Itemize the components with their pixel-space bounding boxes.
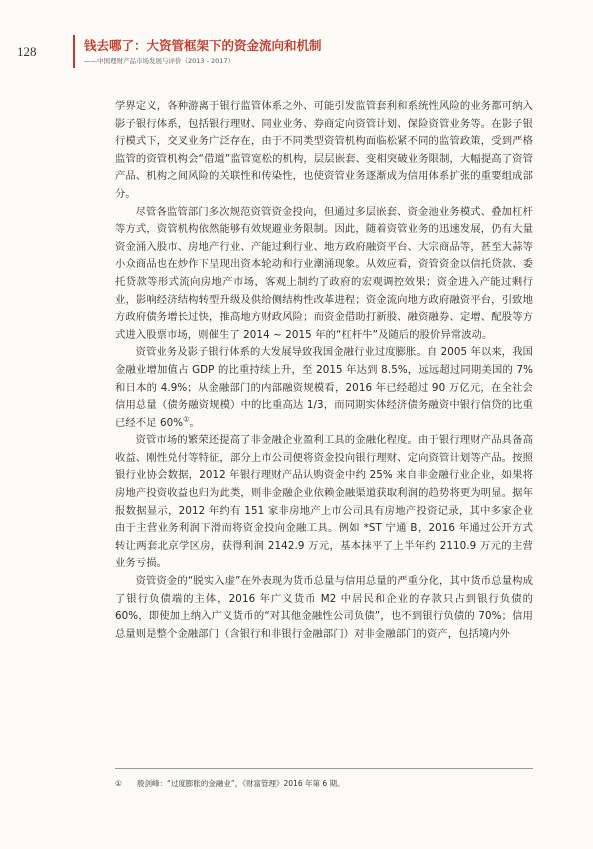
page-number: 128 [17,44,37,59]
footnote-reference[interactable]: ① [183,415,190,424]
paragraph: 资管业务及影子银行体系的大发展导致我国金融行业过度膨胀。自 2005 年以来，我国金融业增加值占 GDP 的比重持续上升，至 2015 年达到 8.5%，远远超过同期美国的 7%和日本的 4.9%；从金融部门的内部融资规模看，2016 年已经超过 90 万亿元，在全社会信用总量（债务融资规模）中的比重高达 1/3，而同期实体经济债务融资中银行信贷的比重已经不足 60%①。 [115,346,533,429]
paragraph: 资管市场的繁荣还提高了非金融企业盈利工具的金融化程度。由于银行理财产品具备高收益、刚性兑付等特征，部分上市公司便将资金投向银行理财、定向资管计划等产品。按照银行业协会数据，2012 年银行理财产品认购资金中约 25% 来自非金融行业企业，如果将房地产投资收益也归为此类，则非金融企业依赖金融渠道获取利润的趋势将更为明显。据年报数据显示，2012 年约有 151 家非房地产上市公司具有房地产投资记录，其中多家企业由于主营业务利润下滑而将资金投向金融工具。例如 *ST 宁通 B，2016 年通过公开方式转让两套北京学区房，获得利润 2142.9 万元，基本抹平了上半年约 2110.9 万元的主营业务亏损。 [115,434,533,570]
footnote-text: 殷剑峰：“过度膨胀的金融业”，《财富管理》2016 年第 6 期。 [137,779,345,788]
running-header-subtitle: ——中国理财产品市场发展与评价（2013 - 2017） [84,57,235,65]
footnote-divider [115,768,533,769]
footnote [115,778,533,789]
paragraph: 资管资金的“脱实入虚”在外表现为货币总量与信用总量的严重分化，其中货币总量构成了银行负债端的主体，2016 年广义货币 M2 中居民和企业的存款只占到银行负债的 60%，即使加上纳入广义货币的“对其他金融性公司负债”，也不到银行负债的 70%；信用总量则是整个金融部门（含银行和非银行金融部门）对非金融部门的资产，包括境内外 [115,575,533,640]
header-accent-rule [73,35,75,68]
body-text [115,98,533,643]
running-header-title: 钱去哪了：大资管框架下的资金流向和机制 [84,38,322,53]
paragraph: 学界定义，各种游离于银行监管体系之外、可能引发监管套利和系统性风险的业务都可纳入影子银行体系，包括银行理财、同业业务、券商定向资管计划、保险资管业务等。在影子银行模式下，交叉业务广泛存在，由于不同类型资管机构面临松紧不同的监管政策，受到严格监管的资管机构会“借道”监管宽松的机构，层层嵌套、变相突破业务限制，大幅提高了资管产品、机构之间风险的关联性和传染性，也使资管业务逐渐成为信用体系扩张的重要组成部分。 [115,100,533,200]
paragraph: 尽管各监管部门多次规范资管资金投向，但通过多层嵌套、资金池业务模式、叠加杠杆等方式，资管机构依然能够有效规避业务限制。因此，随着资管业务的迅速发展，仍有大量资金涌入股市、房地产行业、产能过剩行业、地方政府融资平台、大宗商品等，甚至大蒜等小众商品也在炒作下呈现出资本轮动和行业潮涌现象。从效应看，资管资金以信托贷款、委托贷款等形式流向房地产市场，客观上制约了政府的宏观调控效果；资金进入产能过剩行业，影响经济结构转型升级及供给侧结构性改革进程；资金流向地方政府融资平台，引致地方政府债务增长过快，推高地方财政风险；而资金借助打新股、融资融券、定增、配股等方式进入股票市场，则催生了 2014 ~ 2015 年的“杠杆牛”及随后的股价异常波动。 [115,205,533,341]
footnote-mark: ① [115,779,122,788]
